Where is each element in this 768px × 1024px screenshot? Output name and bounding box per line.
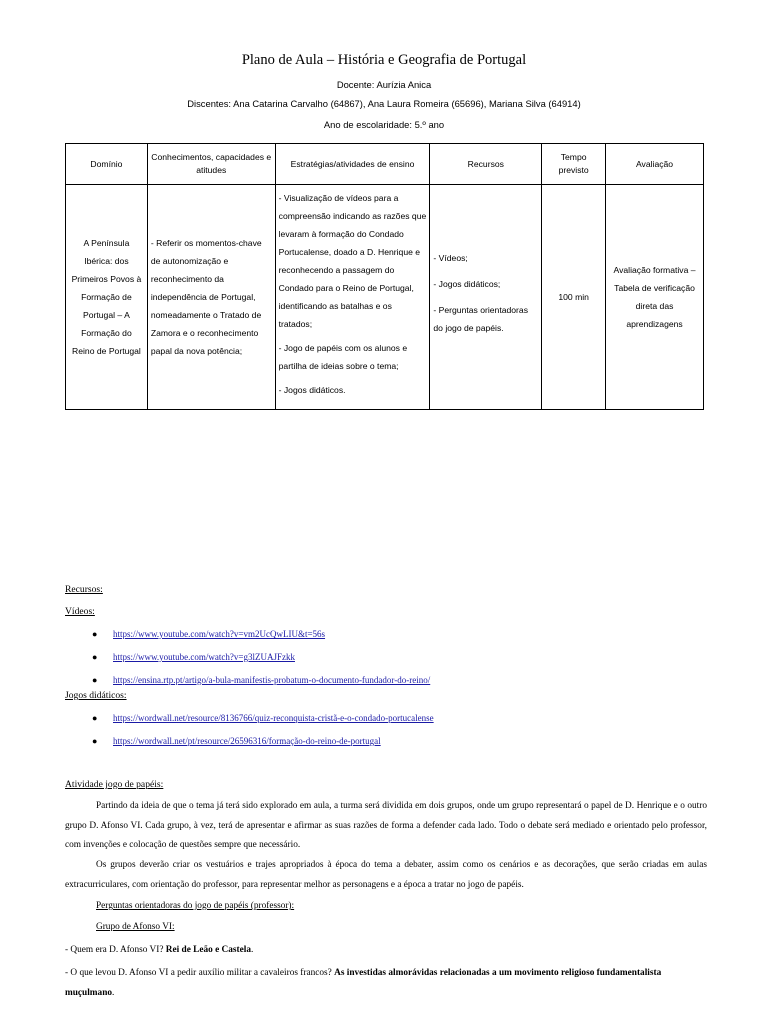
header-avaliacao: Avaliação	[606, 144, 704, 185]
header-conhecimentos: Conhecimentos, capacidades e atitudes	[147, 144, 275, 185]
cell-avaliacao: Avaliação formativa – Tabela de verificação direta das aprendizagens	[606, 185, 704, 410]
cell-conhecimentos: - Referir os momentos-chave de autonomização e reconhecimento da independência de Portugal, nomeadamente o Tratado de Zamora e o reconhecimento papal da nova potência;	[147, 185, 275, 410]
table-header-row	[66, 144, 704, 185]
recurso-item: - Vídeos;	[433, 253, 468, 263]
estrategia-item: - Jogos didáticos.	[278, 385, 346, 395]
recurso-item: - Perguntas orientadoras do jogo de papéis.	[433, 305, 528, 333]
atividade-paragraph-1: Partindo da ideia de que o tema já terá sido explorado em aula, a turma será dividida em dois grupos, onde um grupo representará o papel de D. Henrique e o outro grupo D. Afonso VI. Cada grupo, à vez, terá de apresentar e afirmar as suas razões de forma a defender cada lado. Todo o debate será mediado e orientado pelo professor, com invenções e colocação de questões sempre que necessário.	[65, 801, 707, 850]
cell-tempo: 100 min	[542, 185, 606, 410]
punctuation: .	[250, 945, 254, 955]
bullet-icon: ●	[92, 713, 98, 723]
punctuation: .	[112, 987, 115, 998]
video-link-2[interactable]: https://www.youtube.com/watch?v=g3lZUAJFzkk	[113, 652, 295, 662]
bullet-icon: ●	[92, 675, 98, 685]
header-tempo: Tempo previsto	[542, 144, 606, 185]
cell-recursos	[430, 185, 542, 410]
recursos-heading: Recursos:	[65, 584, 103, 595]
estrategia-item: - Jogo de papéis com os alunos e partilha de ideias sobre o tema;	[278, 343, 408, 371]
atividade-heading: Atividade jogo de papéis:	[65, 779, 164, 790]
question-text: - O que levou D. Afonso VI a pedir auxílio militar a cavaleiros francos?	[65, 968, 335, 978]
ano-line: Ano de escolaridade: 5.º ano	[323, 119, 445, 130]
bullet-icon: ●	[92, 652, 98, 662]
cell-estrategias	[275, 185, 430, 410]
lesson-plan-table	[65, 143, 704, 410]
bullet-icon: ●	[92, 629, 98, 639]
grupo-heading: Grupo de Afonso VI:	[96, 922, 175, 932]
video-link-1[interactable]: https://www.youtube.com/watch?v=vm2UcQwLIU&t=56s	[113, 629, 326, 639]
videos-label: Vídeos:	[65, 606, 95, 617]
document-title: Plano de Aula – História e Geografia de Portugal	[241, 52, 527, 68]
docente-line: Docente: Aurízia Anica	[336, 79, 432, 90]
jogos-label: Jogos didáticos:	[65, 690, 127, 701]
recurso-item: - Jogos didáticos;	[433, 279, 501, 289]
question-1	[65, 945, 253, 955]
jogo-link-1[interactable]: https://wordwall.net/resource/8136766/quiz-reconquista-cristã-e-o-condado-portucalense	[113, 713, 434, 723]
question-2	[65, 964, 707, 1003]
header-estrategias: Estratégias/atividades de ensino	[275, 144, 430, 185]
question-text: - Quem era D. Afonso VI?	[65, 945, 166, 955]
jogo-link-2[interactable]: https://wordwall.net/pt/resource/26596316/formação-do-reino-de-portugal	[113, 736, 381, 746]
answer-text: Rei de Leão e Castela	[165, 945, 251, 955]
header-dominio: Domínio	[66, 144, 148, 185]
table-row	[66, 185, 704, 410]
estrategia-item: - Visualização de vídeos para a compreensão indicando as razões que levaram à formação do Condado Portucalense, doado a D. Henrique e reconhecendo a passagem do Condado para o Reino de Portugal, identificando as batalhas e os tratados;	[278, 193, 427, 329]
video-link-3[interactable]: https://ensina.rtp.pt/artigo/a-bula-manifestis-probatum-o-documento-fundador-do-reino/	[113, 675, 431, 685]
discentes-line: Discentes: Ana Catarina Carvalho (64867), Ana Laura Romeira (65696), Mariana Silva (64914)	[187, 98, 581, 109]
header-recursos: Recursos	[430, 144, 542, 185]
cell-dominio: A Península Ibérica: dos Primeiros Povos à Formação de Portugal – A Formação do Reino de Portugal	[66, 185, 148, 410]
answer-text: As investidas almorávidas relacionadas a um movimento religioso fundamentalista muçulmano	[65, 968, 662, 998]
perguntas-heading: Perguntas orientadoras do jogo de papéis (professor):	[96, 901, 295, 911]
atividade-paragraph-2: Os grupos deverão criar os vestuários e trajes apropriados à época do tema a debater, assim como os cenários e as decorações, que serão criadas em aulas extracurriculares, com orientação do professor, para representar melhor as personagens e a época a tratar no jogo de papéis.	[65, 860, 707, 890]
bullet-icon: ●	[92, 736, 98, 746]
